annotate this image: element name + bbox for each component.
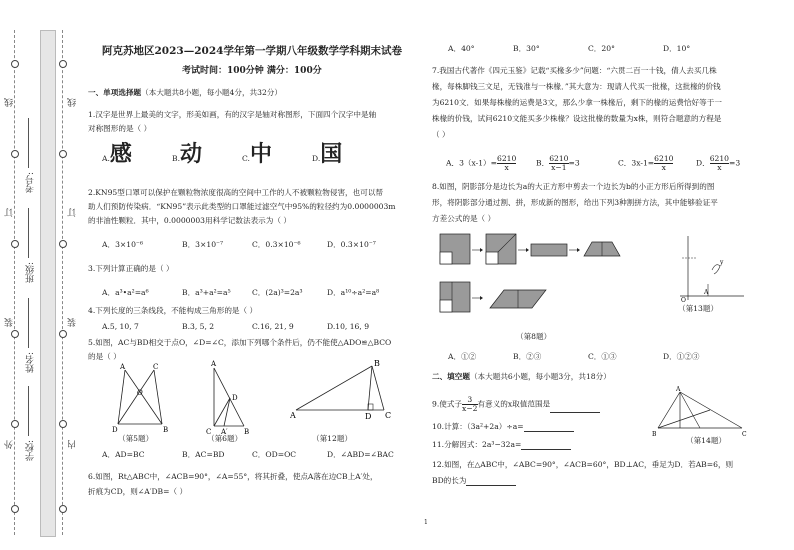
- q5-line2: 的是（ ）: [88, 352, 121, 361]
- q7-option-d[interactable]: D． $\frac{6210}{x}$ =3: [696, 154, 741, 172]
- q7-option-a[interactable]: A．3（x-1）= $\frac{6210}{x}$: [446, 154, 517, 172]
- q4-option-d[interactable]: D.10, 16, 9: [327, 322, 370, 331]
- q2-option-c[interactable]: C．0.3×10⁻⁶: [252, 240, 301, 249]
- svg-text:B: B: [244, 428, 250, 436]
- binding-hole: [11, 240, 19, 248]
- figure-5: [110, 362, 180, 434]
- exam-title: 阿克苏地区2023—2024学年第一学期八年级数学学科期末试卷: [102, 45, 402, 57]
- figure-12: [290, 358, 394, 420]
- q8-option-a[interactable]: A．①②: [448, 352, 477, 361]
- svg-text:B: B: [163, 426, 169, 434]
- q5-line1: 5.如图，AC与BD相交于点O，∠D=∠C，添加下列哪个条件后，仍不能使△ADO≌△BCO: [88, 338, 392, 347]
- exam-number-underline: [28, 118, 29, 168]
- name-underline: [28, 298, 29, 348]
- q9-answer-blank[interactable]: [550, 404, 600, 413]
- q7-line4: 株椽的价钱，试问6210文能买多少株椽？设这批椽的数量为x株，则符合题意的方程是: [432, 114, 722, 123]
- binding-hole: [59, 420, 67, 428]
- q1-option-b[interactable]: B.动: [172, 142, 203, 167]
- svg-text:O: O: [681, 297, 686, 302]
- q10-answer-blank[interactable]: [524, 423, 574, 432]
- q6-option-c[interactable]: C．20°: [588, 44, 615, 53]
- binding-hole: [59, 505, 67, 513]
- binding-hole: [59, 330, 67, 338]
- q1-line2: 对称图形的是（ ）: [88, 124, 152, 133]
- q8-line1: 8.如图，阴影部分是边长为a的大正方形中剪去一个边长为b的小正方形后所得到的图: [432, 182, 715, 191]
- inner-label: 线: [68, 98, 78, 107]
- binding-margin: [0, 0, 80, 550]
- q3-option-b[interactable]: B．a³+a²=a⁵: [182, 288, 231, 297]
- q7-line3: 为6210文．如果每株椽的运费是3文，那么少拿一株椽后，剩下的椽的运费恰好等于一: [432, 98, 722, 107]
- school-underline: [28, 386, 29, 436]
- q4-stem: 4.下列长度的三条线段，不能构成三角形的是（ ）: [88, 306, 258, 315]
- binding-hole: [11, 330, 19, 338]
- q12-line2: BD的长为: [432, 476, 516, 486]
- figure-8-caption: （第8题）: [516, 332, 552, 341]
- q6-line2: 折痕为CD，则∠A′DB=（ ）: [88, 487, 188, 496]
- svg-text:C: C: [206, 428, 212, 436]
- q2-line3: 的非油性颗粒．其中，0.0000003用科学记数法表示为（ ）: [88, 216, 291, 225]
- svg-text:A: A: [290, 411, 296, 420]
- q12-line1: 12.如图，在△ABC中，∠ABC=90°，∠ACB=60°，BD⊥AC，垂足为D．若AB=6，则: [432, 460, 734, 469]
- inner-dashed-line: [62, 30, 63, 535]
- q6-option-a[interactable]: A．40°: [448, 44, 475, 53]
- inner-label: 内: [68, 440, 78, 449]
- q5-option-d[interactable]: D．∠ABD=∠BAC: [327, 450, 394, 459]
- q1-line1: 1.汉字是世界上最美的文字，形美如画，有的汉字是轴对称图形，下面四个汉字中是轴: [88, 110, 377, 119]
- outer-label: 订: [5, 208, 15, 217]
- q6-option-d[interactable]: D．10°: [663, 44, 691, 53]
- q12-answer-blank[interactable]: [466, 477, 516, 486]
- exam-number-field[interactable]: 考号:: [26, 172, 36, 194]
- figure-6: [202, 358, 262, 436]
- class-underline: [28, 208, 29, 258]
- q6-line1: 6.如图，Rt△ABC中，∠ACB=90°，∠A=55°，将其折叠，使点A落在边CB上A′处，: [88, 472, 378, 481]
- svg-text:C: C: [385, 411, 392, 420]
- q3-option-c[interactable]: C．(2a)³=2a³: [252, 288, 303, 297]
- q8-line2: 形，将阴影部分通过割、拼，形成新的图形，给出下列3种割拼方法，其中能够验证平: [432, 198, 718, 207]
- q1-option-c[interactable]: C.中: [242, 142, 272, 167]
- q7-line5: （ ）: [432, 130, 450, 139]
- binding-strip: [40, 30, 56, 537]
- binding-hole: [11, 150, 19, 158]
- figure-14-caption: （第14题）: [686, 436, 727, 445]
- inner-label: 订: [68, 208, 78, 217]
- svg-text:A: A: [211, 360, 217, 368]
- svg-text:D: D: [232, 394, 238, 402]
- q7-line1: 7.我国古代著作《四元玉鉴》记载“买椽多少”问题：“六贯二百一十钱，倩人去买几株: [432, 66, 717, 75]
- q8-option-c[interactable]: C．①③: [588, 352, 617, 361]
- exam-subtitle: 考试时间：100分钟 满分：100分: [182, 66, 322, 76]
- q8-line3: 方差公式的是（ ）: [432, 214, 496, 223]
- svg-text:A: A: [704, 289, 709, 296]
- q2-line2: 助人们预防传染病．“KN95”表示此类型的口罩能过滤空气中95%的粒径约为0.0000003m: [88, 202, 396, 211]
- svg-text:A: A: [676, 386, 681, 393]
- figure-13-caption: （第13题）: [678, 304, 719, 313]
- q5-option-c[interactable]: C．OD=OC: [252, 450, 297, 459]
- school-field[interactable]: 学校:: [26, 440, 36, 462]
- q8-option-b[interactable]: B．②③: [513, 352, 542, 361]
- inner-label: 装: [68, 318, 78, 327]
- q7-option-c[interactable]: C．3x-1= $\frac{6210}{x}$: [618, 154, 674, 172]
- outer-label: 装: [5, 318, 15, 327]
- figure-8: [436, 230, 656, 322]
- outer-label: 外: [5, 440, 15, 449]
- figure-6-caption: （第6题）: [207, 434, 243, 443]
- svg-text:y: y: [720, 259, 724, 266]
- q3-option-d[interactable]: D．a¹⁰÷a²=a⁸: [327, 288, 380, 297]
- svg-text:D: D: [112, 426, 118, 434]
- q11-answer-blank[interactable]: [521, 441, 571, 450]
- q4-option-c[interactable]: C.16, 21, 9: [252, 322, 294, 331]
- q3-option-a[interactable]: A．a³•a²=a⁶: [102, 288, 149, 297]
- binding-hole: [11, 505, 19, 513]
- q1-option-a[interactable]: A.感: [102, 142, 132, 167]
- figure-12-caption: （第12题）: [312, 434, 353, 443]
- q2-option-a[interactable]: A．3×10⁻⁶: [102, 240, 143, 249]
- q2-option-d[interactable]: D．0.3×10⁻⁷: [327, 240, 376, 249]
- q5-option-a[interactable]: A．AD=BC: [102, 450, 145, 459]
- svg-text:A′: A′: [221, 428, 228, 436]
- page-number: 1: [424, 519, 428, 526]
- svg-text:B: B: [652, 431, 657, 438]
- q1-option-d[interactable]: D.国: [312, 142, 343, 167]
- q10: 10.计算：（3a²+2a）÷a=: [432, 422, 574, 432]
- q4-option-a[interactable]: A.5, 10, 7: [102, 322, 139, 331]
- name-field[interactable]: 姓名:: [26, 352, 36, 374]
- svg-text:B: B: [374, 359, 380, 368]
- q11: 11.分解因式：2a³−32a=: [432, 440, 571, 450]
- binding-hole: [59, 150, 67, 158]
- q6-option-b[interactable]: B．30°: [513, 44, 540, 53]
- svg-text:O: O: [137, 389, 143, 397]
- q7-option-b[interactable]: B． $\frac{6210}{x-1}$ =3: [536, 154, 580, 172]
- section2-heading: 二、填空题（本大题共6小题，每小题3分，共18分）: [432, 372, 611, 381]
- q2-line1: 2.KN95型口罩可以保护在颗粒物浓度很高的空间中工作的人不被颗粒物侵害，也可以帮: [88, 188, 384, 197]
- q4-option-b[interactable]: B.3, 5, 2: [182, 322, 215, 331]
- figure-13: [668, 232, 748, 302]
- q8-option-d[interactable]: D．①②③: [663, 352, 700, 361]
- q5-option-b[interactable]: B．AC=BD: [182, 450, 225, 459]
- svg-text:C: C: [742, 431, 747, 438]
- figure-14: [650, 386, 750, 442]
- q7-line2: 椽，每株脚钱三文足，无钱准与一株椽．”其大意为：现请人代买一批椽，这批椽的价钱: [432, 82, 721, 91]
- binding-hole: [11, 60, 19, 68]
- svg-text:D: D: [365, 412, 372, 420]
- q2-option-b[interactable]: B．3×10⁻⁷: [182, 240, 224, 249]
- class-field[interactable]: 班级:: [26, 262, 36, 284]
- binding-hole: [59, 60, 67, 68]
- figure-5-caption: （第5题）: [118, 434, 154, 443]
- svg-text:C: C: [153, 363, 159, 371]
- q9: 9.使式子 $\frac{3}{x-2}$ 有意义的x取值范围是: [432, 396, 600, 413]
- section1-heading: 一、单项选择题（本大题共8小题，每小题4分，共32分）: [88, 88, 282, 97]
- binding-hole: [11, 420, 19, 428]
- outer-label: 线: [5, 98, 15, 107]
- svg-text:A: A: [120, 363, 126, 371]
- q3-stem: 3.下列计算正确的是（ ）: [88, 264, 174, 273]
- binding-hole: [59, 240, 67, 248]
